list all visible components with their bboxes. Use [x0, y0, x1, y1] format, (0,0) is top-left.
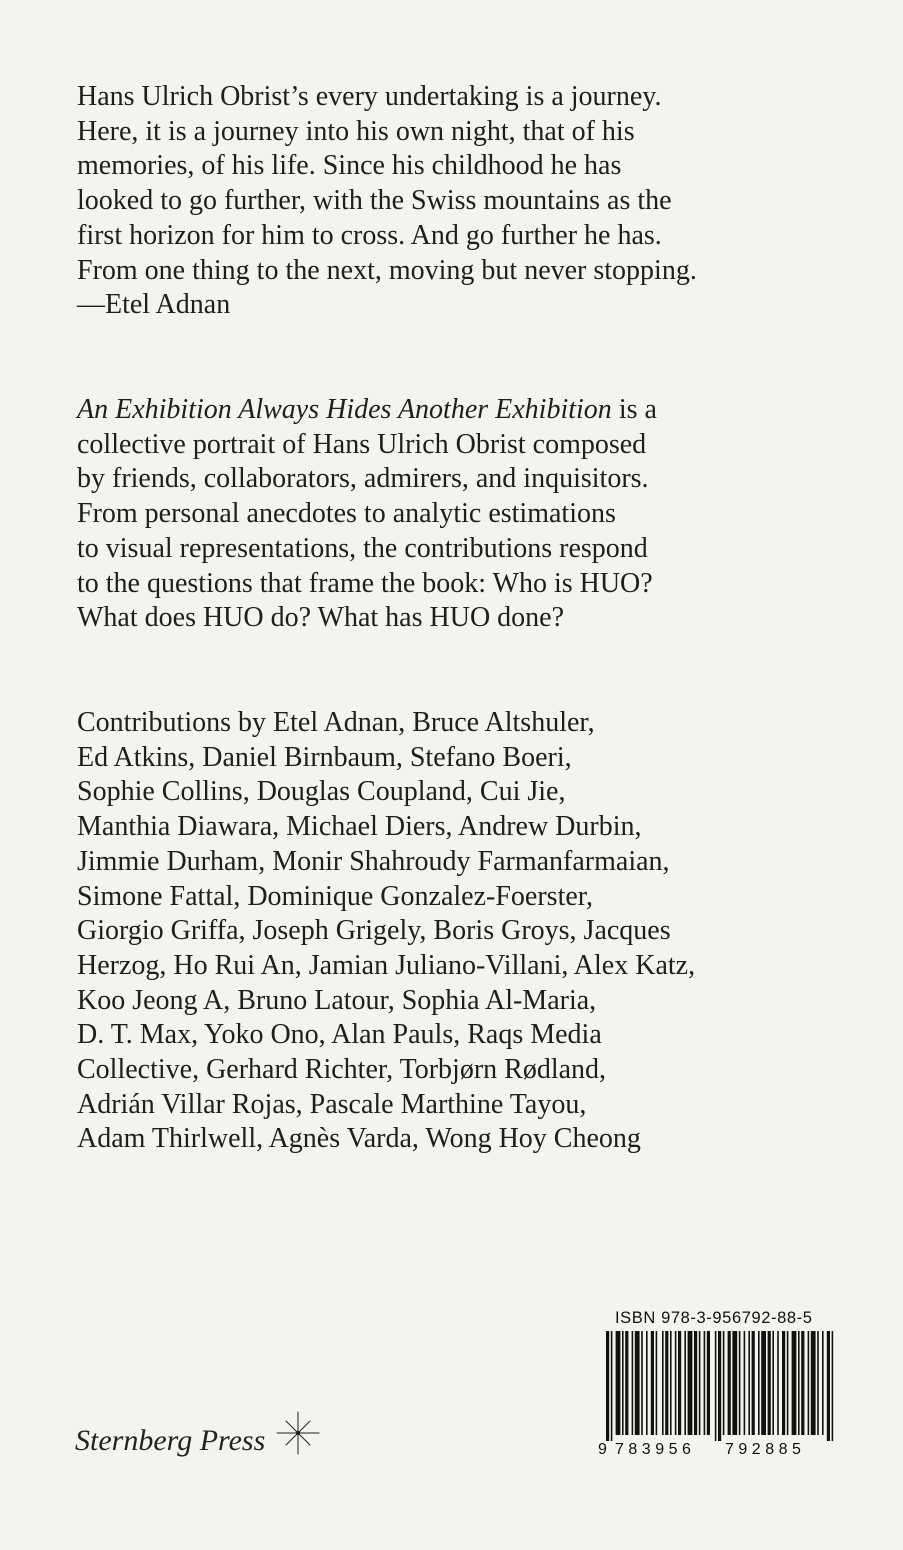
barcode-bar	[739, 1331, 741, 1435]
isbn-label: ISBN 978-3-956792-88-5	[615, 1309, 813, 1327]
barcode-bar	[656, 1331, 658, 1435]
contributors-line: Simone Fattal, Dominique Gonzalez-Foerster,	[77, 880, 593, 912]
contributors-line: Adrián Villar Rojas, Pascale Marthine Tayou,	[77, 1088, 587, 1120]
barcode-bar	[611, 1331, 613, 1441]
barcode-bar	[662, 1331, 664, 1435]
barcode-bar	[792, 1331, 797, 1435]
barcode-bar	[752, 1331, 755, 1435]
quote-block	[77, 80, 867, 323]
barcode-bar	[728, 1331, 731, 1435]
contributors-line: Ed Atkins, Daniel Birnbaum, Stefano Boeri,	[77, 741, 572, 773]
barcode-bar	[715, 1331, 717, 1441]
barcode-bar	[811, 1331, 816, 1435]
barcode-bar	[622, 1331, 624, 1435]
barcode-bar	[827, 1331, 830, 1441]
contributors-line: Adam Thirlwell, Agnès Varda, Wong Hoy Cheong	[77, 1123, 641, 1155]
description-block	[77, 393, 867, 636]
barcode-bar	[822, 1331, 824, 1435]
contributors-line: Herzog, Ho Rui An, Jamian Juliano-Villani, Alex Katz,	[77, 949, 696, 981]
barcode-bar	[704, 1331, 706, 1435]
barcode-bar	[723, 1331, 725, 1435]
barcode-bar	[744, 1331, 746, 1435]
quote-line: memories, of his life. Since his childhood he has	[77, 150, 622, 182]
contributors-line: Giorgio Griffa, Joseph Grigely, Boris Groys, Jacques	[77, 915, 671, 947]
contributors-line: Jimmie Durham, Monir Shahroudy Farmanfarmaian,	[77, 845, 670, 877]
barcode-digits	[598, 1441, 838, 1463]
barcode	[598, 1331, 838, 1441]
barcode-bar	[646, 1331, 648, 1435]
star-icon	[275, 1410, 321, 1456]
barcode-bar	[782, 1331, 785, 1435]
publisher-logo	[75, 1410, 335, 1470]
barcode-bar	[651, 1331, 654, 1435]
description-first-line	[77, 393, 867, 428]
barcode-left-digits: 783956	[615, 1441, 696, 1458]
quote-line: From one thing to the next, moving but never stopping.	[77, 254, 697, 286]
contributors-line: D. T. Max, Yoko Ono, Alan Pauls, Raqs Media	[77, 1019, 602, 1051]
contributors-line: Manthia Diawara, Michael Diers, Andrew Durbin,	[77, 811, 642, 843]
barcode-bar	[616, 1331, 621, 1435]
description-line: From personal anecdotes to analytic estimations	[77, 498, 616, 530]
contributors-line: Koo Jeong A, Bruno Latour, Sophia Al-Maria,	[77, 984, 597, 1016]
quote-line: first horizon for him to cross. And go further he has.	[77, 219, 662, 251]
quote-line: looked to go further, with the Swiss mountains as the	[77, 185, 672, 217]
barcode-bar	[758, 1331, 760, 1435]
description-line: to visual representations, the contributions respond	[77, 532, 648, 564]
barcode-bar	[748, 1331, 750, 1435]
barcode-bar	[772, 1331, 774, 1435]
contributors-line: Collective, Gerhard Richter, Torbjørn Rødland,	[77, 1054, 607, 1086]
quote-line: Hans Ulrich Obrist’s every undertaking is a journey.	[77, 81, 662, 112]
barcode-bar	[777, 1331, 779, 1435]
barcode-bar	[732, 1331, 737, 1435]
barcode-bar	[817, 1331, 819, 1435]
barcode-bar	[665, 1331, 668, 1435]
quote-line: Here, it is a journey into his own night, that of his	[77, 115, 635, 147]
barcode-bar	[718, 1331, 721, 1441]
description-line: to the questions that frame the book: Who is HUO?	[77, 567, 653, 599]
barcode-bar	[761, 1331, 766, 1435]
description-first-line-rest: is a	[611, 394, 657, 425]
publisher-name: Sternberg Press	[75, 1424, 266, 1457]
contributors-line: Sophie Collins, Douglas Coupland, Cui Jie,	[77, 776, 566, 808]
description-line: collective portrait of Hans Ulrich Obrist composed	[77, 428, 647, 460]
barcode-bar	[632, 1331, 634, 1435]
barcode-bar	[694, 1331, 697, 1435]
barcode-bar	[801, 1331, 804, 1435]
barcode-bar	[808, 1331, 810, 1435]
barcode-right-digits: 792885	[725, 1441, 806, 1458]
barcode-bar	[688, 1331, 693, 1435]
book-title: An Exhibition Always Hides Another Exhibition	[77, 394, 612, 425]
barcode-bar	[670, 1331, 672, 1435]
description-line: by friends, collaborators, admirers, and inquisitors.	[77, 463, 649, 495]
barcode-bar	[798, 1331, 800, 1435]
barcode-bar	[606, 1331, 609, 1441]
barcode-bar	[678, 1331, 681, 1435]
barcode-bar	[675, 1331, 677, 1435]
barcode-bar	[787, 1331, 789, 1435]
description-line: What does HUO do? What has HUO done?	[77, 602, 565, 634]
barcode-bar	[635, 1331, 640, 1435]
quote-attribution: —Etel Adnan	[77, 289, 231, 321]
contributors-line: Contributions by Etel Adnan, Bruce Altshuler,	[77, 707, 595, 738]
barcode-bar	[625, 1331, 628, 1435]
barcode-bar	[832, 1331, 834, 1441]
barcode-bar	[641, 1331, 643, 1435]
barcode-lead-digit: 9	[598, 1441, 612, 1458]
barcode-bar	[699, 1331, 701, 1435]
contributors-block	[77, 706, 867, 1157]
barcode-bar	[768, 1331, 771, 1435]
barcode-bar	[707, 1331, 710, 1435]
barcode-bar	[684, 1331, 686, 1435]
